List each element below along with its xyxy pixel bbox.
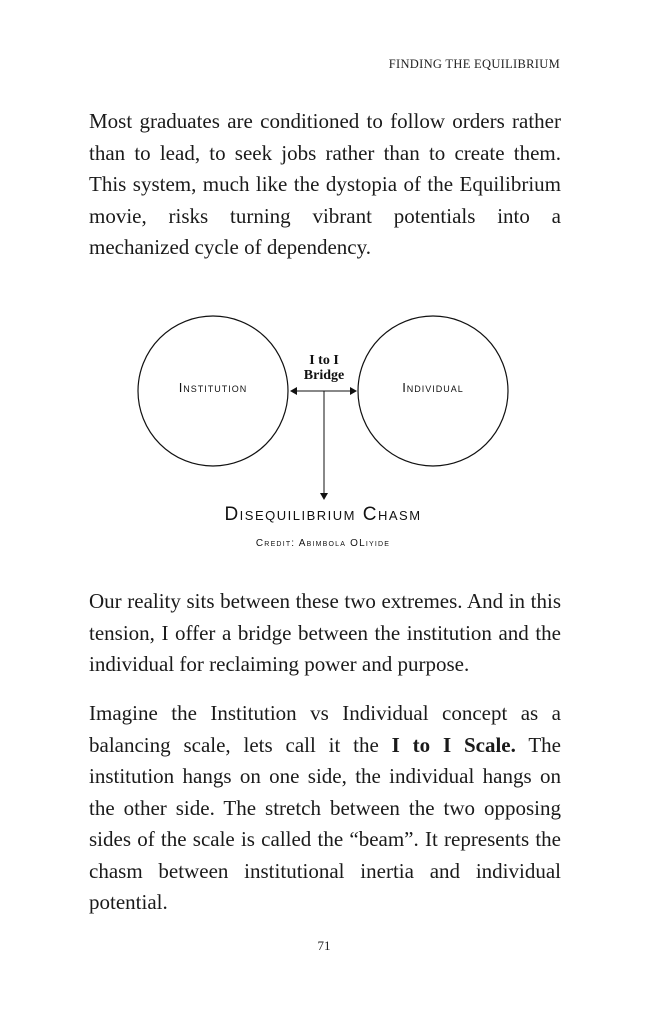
individual-label: Individual — [402, 380, 464, 395]
paragraph-1: Most graduates are conditioned to follow orders rather than to lead, to seek jobs rather than to create them. This system, much like the dystopia of the Equilibrium movie, risks turning vibrant potentials into a mechanized cycle of dependency. — [89, 109, 561, 259]
i-to-i-diagram — [0, 300, 662, 560]
institution-label: Institution — [178, 380, 248, 395]
bridge-label-line1: I to I — [309, 353, 339, 368]
page-number: 71 — [317, 938, 331, 953]
paragraph-3-after: The institution hangs on one side, the individual hangs on the other side. The stretch between the two opposing sides of the scale is called the “beam”. It represents the chasm between institutional inertia and individual potential. — [89, 732, 561, 914]
bridge-label-line2: Bridge — [303, 368, 345, 383]
paragraph-2: Our reality sits between these two extremes. And in this tension, I offer a bridge between the institution and the individual for reclaiming power and purpose. — [89, 589, 561, 676]
running-head: FINDING THE EQUILIBRIUM — [388, 57, 560, 71]
paragraph-3 — [89, 698, 561, 919]
bridge-label — [290, 353, 358, 383]
paragraph-3-bold: I to I Scale. — [391, 732, 516, 757]
chasm-label: Disequilibrium Chasm — [224, 504, 422, 525]
paragraph-3-before: Imagine the Institution vs Individual concept as a balancing scale, lets call it the — [89, 701, 561, 757]
credit-label: Credit: Abimbola OLiyide — [255, 538, 391, 549]
